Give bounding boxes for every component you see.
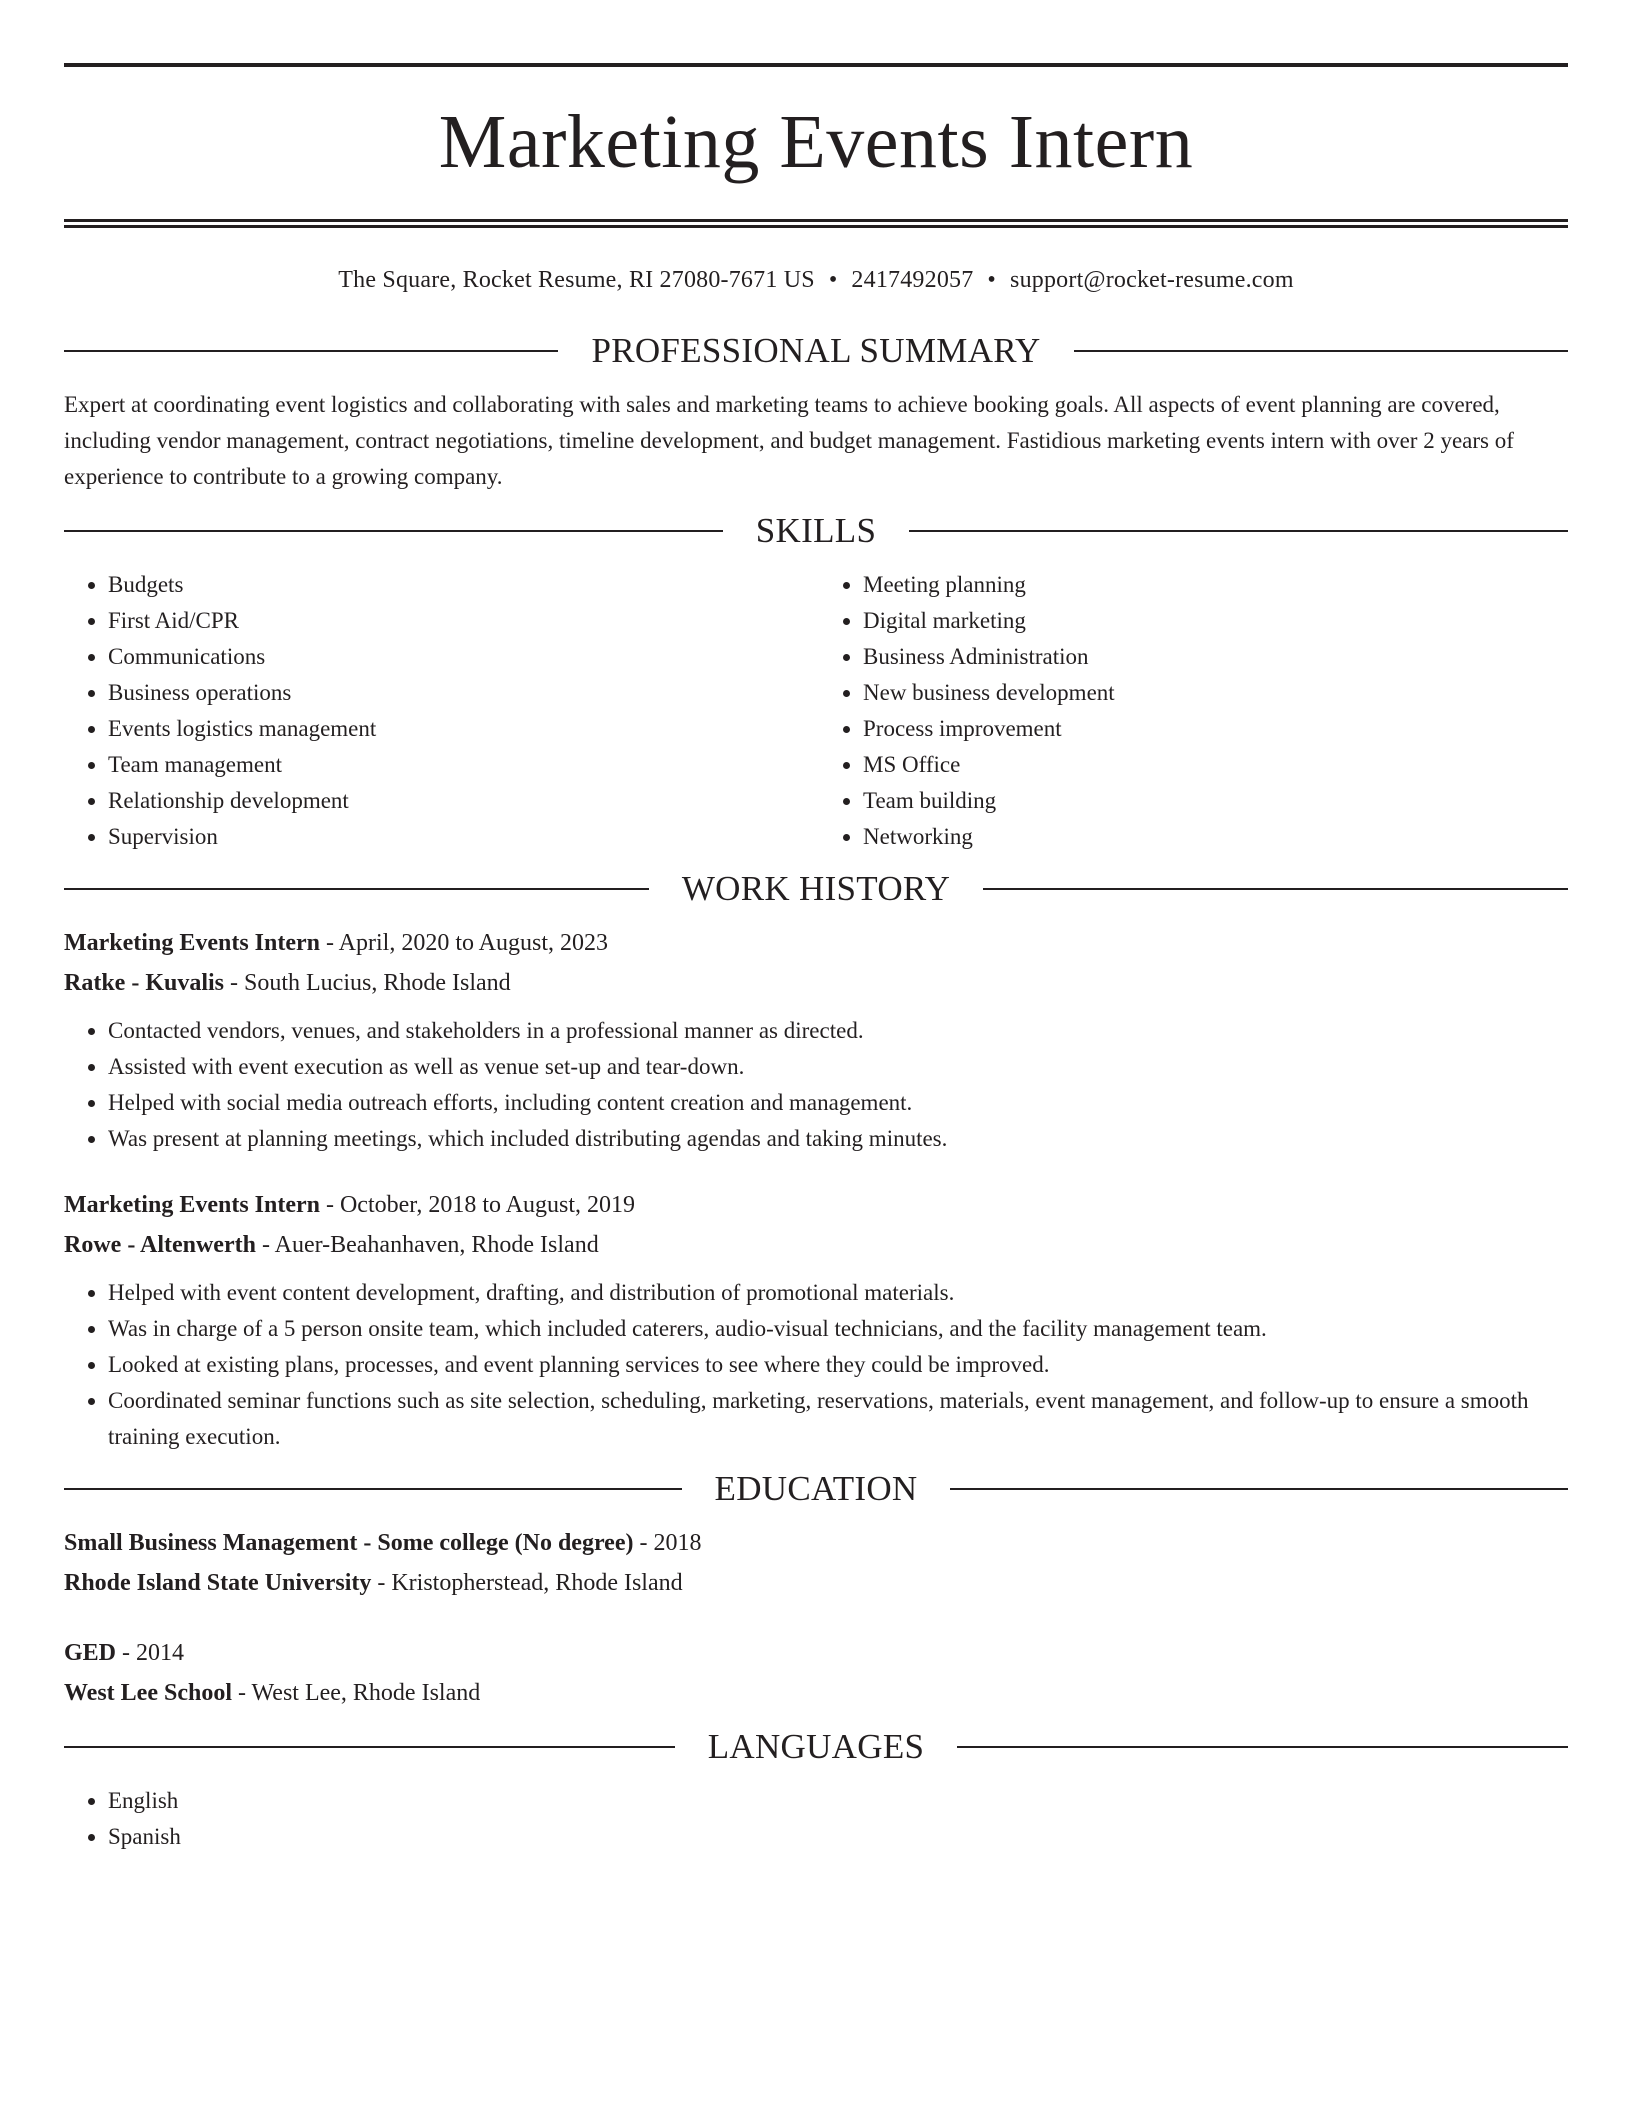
skill-item: • Events logistics management	[108, 711, 813, 747]
skill-item: • Team building	[863, 783, 1568, 819]
job-bullet: • Looked at existing plans, processes, and event planning services to see where they could be improved.	[108, 1347, 1568, 1383]
heading-rule-right	[950, 1488, 1568, 1490]
job-dates: - April, 2020 to August, 2023	[319, 930, 608, 956]
work-entry	[64, 923, 1568, 1157]
section-title: WORK HISTORY	[681, 869, 951, 908]
job-title-line	[64, 923, 1568, 963]
edu-year: - 2018	[633, 1530, 702, 1556]
edu-school: Rhode Island State University	[64, 1570, 372, 1596]
skill-item: • Business operations	[108, 675, 813, 711]
job-title-line	[64, 1185, 1568, 1225]
skill-item: • Supervision	[108, 819, 813, 855]
skill-item: • Meeting planning	[863, 567, 1568, 603]
skill-item: • Relationship development	[108, 783, 813, 819]
candidate-name: Marketing Events Intern	[438, 100, 1194, 184]
skill-item: • Digital marketing	[863, 603, 1568, 639]
heading-rule-left	[64, 530, 723, 532]
section-title: SKILLS	[755, 511, 877, 550]
heading-rule-left	[64, 1746, 675, 1748]
edu-degree-line	[64, 1633, 1568, 1673]
job-bullet: • Assisted with event execution as well as venue set-up and tear-down.	[108, 1049, 1568, 1085]
languages-list	[64, 1783, 1568, 1855]
edu-school-line	[64, 1563, 1568, 1603]
job-company: Ratke - Kuvalis	[64, 970, 225, 996]
job-location: - Auer-Beahanhaven, Rhode Island	[255, 1232, 599, 1258]
job-bullets	[64, 1275, 1568, 1455]
job-bullet: • Contacted vendors, venues, and stakeholders in a professional manner as directed.	[108, 1013, 1568, 1049]
edu-degree-line	[64, 1523, 1568, 1563]
contact-address: The Square, Rocket Resume, RI 27080-7671 US	[338, 267, 815, 293]
section-title: PROFESSIONAL SUMMARY	[591, 331, 1041, 370]
education-entry	[64, 1633, 1568, 1713]
section-heading-work	[64, 869, 1568, 909]
heading-rule-right	[957, 1746, 1568, 1748]
skill-item: • Networking	[863, 819, 1568, 855]
job-dates: - October, 2018 to August, 2019	[319, 1192, 635, 1218]
edu-year: - 2014	[116, 1640, 185, 1666]
job-bullet: • Was present at planning meetings, which included distributing agendas and taking minutes.	[108, 1121, 1568, 1157]
job-bullet: • Was in charge of a 5 person onsite team, which included caterers, audio-visual technicians, and the facility management team.	[108, 1311, 1568, 1347]
job-bullet: • Helped with event content development, drafting, and distribution of promotional materials.	[108, 1275, 1568, 1311]
skill-item: • Budgets	[108, 567, 813, 603]
job-title: Marketing Events Intern	[64, 930, 320, 956]
skill-item: • Communications	[108, 639, 813, 675]
skill-item: • Process improvement	[863, 711, 1568, 747]
job-location: - South Lucius, Rhode Island	[224, 970, 511, 996]
section-heading-education	[64, 1469, 1568, 1509]
language-item: • Spanish	[108, 1819, 1568, 1855]
header-double-rule	[64, 219, 1568, 228]
job-bullet: • Helped with social media outreach efforts, including content creation and management.	[108, 1085, 1568, 1121]
heading-rule-left	[64, 888, 649, 890]
skill-item: • Business Administration	[863, 639, 1568, 675]
education-entry	[64, 1523, 1568, 1603]
edu-degree: GED	[64, 1640, 117, 1666]
professional-summary: Expert at coordinating event logistics and collaborating with sales and marketing teams to achieve booking goals. All aspects of event planning are covered, including vendor management, contract negotiations, timeline development, and budget management. Fastidious marketing events intern with over 2 years of experience to contribute to a growing company.	[64, 392, 1514, 489]
edu-degree: Small Business Management - Some college (No degree)	[64, 1530, 634, 1556]
contact-email: support@rocket-resume.com	[1010, 267, 1294, 293]
skill-item: • New business development	[863, 675, 1568, 711]
edu-location: - West Lee, Rhode Island	[232, 1680, 481, 1706]
skill-item: • First Aid/CPR	[108, 603, 813, 639]
header-top-rule	[64, 63, 1568, 67]
heading-rule-right	[909, 530, 1568, 532]
edu-school: West Lee School	[64, 1680, 232, 1706]
section-title: EDUCATION	[714, 1469, 918, 1508]
skills-column-left	[64, 567, 813, 855]
skills-column-right	[813, 567, 1568, 855]
contact-line	[64, 265, 1568, 295]
heading-rule-left	[64, 1488, 682, 1490]
heading-rule-right	[1074, 350, 1568, 352]
contact-separator: •	[987, 267, 997, 293]
heading-rule-right	[983, 888, 1568, 890]
job-bullets	[64, 1013, 1568, 1157]
job-company: Rowe - Altenwerth	[64, 1232, 256, 1258]
section-heading-summary	[64, 331, 1568, 371]
heading-rule-left	[64, 350, 558, 352]
work-entry	[64, 1185, 1568, 1455]
contact-phone: 2417492057	[851, 267, 974, 293]
edu-location: - Kristopherstead, Rhode Island	[371, 1570, 683, 1596]
job-title: Marketing Events Intern	[64, 1192, 320, 1218]
job-bullet: • Coordinated seminar functions such as site selection, scheduling, marketing, reservations, materials, event management, and follow-up to ensure a smooth training execution.	[108, 1383, 1568, 1455]
job-company-line	[64, 963, 1568, 1003]
section-title: LANGUAGES	[707, 1727, 925, 1766]
skill-item: • MS Office	[863, 747, 1568, 783]
skill-item: • Team management	[108, 747, 813, 783]
language-item: • English	[108, 1783, 1568, 1819]
section-heading-skills	[64, 511, 1568, 551]
skills-list	[64, 567, 1568, 855]
edu-school-line	[64, 1673, 1568, 1713]
contact-separator: •	[828, 267, 838, 293]
section-heading-languages	[64, 1727, 1568, 1767]
job-company-line	[64, 1225, 1568, 1265]
